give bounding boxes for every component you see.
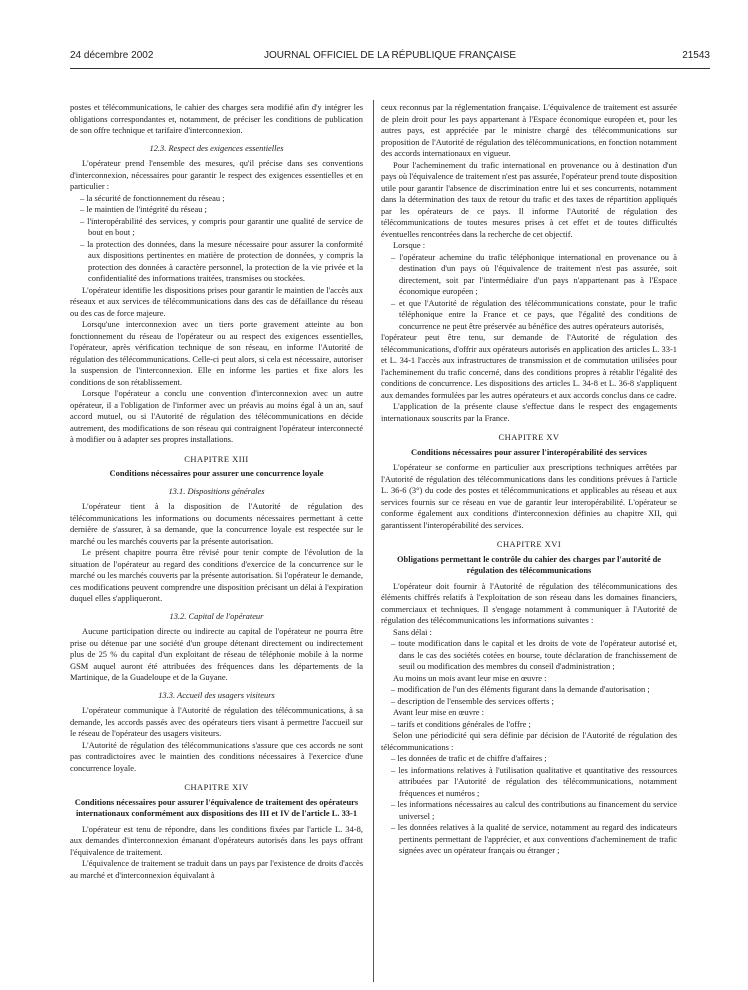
column-divider [373, 100, 374, 982]
list-item: – toute modification dans le capital et les droits de vote de l'opérateur autorisé et, dans le cas des sociétés cotées en bourse, toute déclaration de franchissement de seuil ou modification des membres du conseil d'administration ; [391, 638, 677, 671]
paragraph: L'opérateur identifie les dispositions prises pour garantir le maintien de l'accès aux réseaux et aux services de télécommunications dans des cas de défaillance du réseau ou des cas de force majeure. [70, 284, 363, 318]
chapter-title-16: Obligations permettant le contrôle du cahier des charges par l'autorité de régulation des télécommunications [396, 553, 662, 575]
paragraph: L'application de la présente clause s'effectue dans le respect des engagements internationaux souscrits par la France. [381, 401, 677, 423]
chapter-title-14: Conditions nécessaires pour assurer l'équivalence de traitement des opérateurs internationaux conformément aux dispositions des III et IV de l'article L. 33-1 [74, 796, 359, 818]
list-item: – modification de l'un des éléments figurant dans la demande d'autorisation ; [391, 684, 650, 694]
section-heading-13-2: 13.2. Capital de l'opérateur [169, 610, 264, 621]
paragraph: L'opérateur doit fournir à l'Autorité de régulation des télécommunications des éléments chiffrés relatifs à l'exploitation de son réseau dans les domaines financiers, commerciaux et techniques. Il s'engage notamment à communiquer à l'Autorité de régulation des télécommunications les informations suivantes : [381, 580, 677, 625]
list-item: – description de l'ensemble des services offerts ; [391, 695, 554, 706]
paragraph: Lorsqu'une interconnexion avec un tiers porte gravement atteinte au bon fonctionnement du réseau de l'opérateur ou au respect des exigences essentielles, l'opérateur, après vérification technique de son réseau, en informe l'Autorité de régulation des télécommunications. Celle-ci peut alors, si cela est nécessaire, autoriser la suspension de l'interconnexion. Elle en informe les parties et fixe alors les conditions de son rétablissement. [70, 319, 363, 387]
paragraph: L'équivalence de traitement se traduit dans un pays par l'existence de droits d'accès au marché et d'interconnexion équivalant à [70, 858, 363, 880]
chapter-title-13: Conditions nécessaires pour assurer une concurrence loyale [109, 468, 324, 478]
section-heading-12-3: 12.3. Respect des exigences essentielles [149, 142, 284, 153]
list-item: – les informations nécessaires au calcul des contributions au financement du service universel ; [391, 799, 677, 821]
header-date: 24 décembre 2002 [70, 50, 154, 61]
paragraph: l'opérateur peut être tenu, sur demande de l'Autorité de régulation des télécommunications, d'offrir aux opérateurs autorisés en application des articles L. 33-1 et L. 34-1 l'accès aux infrastructures de transmission et de commutation utilisées pour l'acheminement du trafic concerné, dans des conditions propres à rétablir l'égalité des conditions de concurrence. Les dispositions des articles L. 34-8 et L. 36-8 s'appliquent aux demandes formulées par les autres opérateurs et aux accords conclus dans ce cadre. [381, 332, 677, 400]
paragraph: Avant leur mise en œuvre : [393, 707, 484, 717]
chapter-heading-14: CHAPITRE XIV [184, 782, 249, 792]
list-item: – la protection des données, dans la mesure nécessaire pour assurer la conformité aux dispositions pertinentes en matière de protection de données, y compris la protection des données à caractère personnel, la protection de la vie privée et la confidentialité des informations traitées, transmises ou stockées. [80, 238, 363, 283]
list-item: – la sécurité de fonctionnement du réseau ; [80, 192, 225, 203]
paragraph: Le présent chapitre pourra être révisé pour tenir compte de l'évolution de la situation de l'opérateur au regard des conditions d'exercice de la concurrence sur le marché ou les marchés couverts par la présente autorisation. Si l'opérateur le demande, ces modifications peuvent comprendre une disposition précisant un délai à l'expiration duquel elles s'appliqueront. [70, 547, 363, 603]
paragraph: Lorsque : [393, 240, 426, 250]
list-item: – tarifs et conditions générales de l'offre ; [391, 718, 531, 729]
header-title: JOURNAL OFFICIEL DE LA RÉPUBLIQUE FRANÇAISE [263, 50, 517, 61]
paragraph: L'opérateur communique à l'Autorité de régulation des télécommunications, à sa demande, les accords passés avec des opérateurs tiers visant à permettre l'accueil sur le réseau de l'opérateur des usagers visiteurs. [70, 705, 363, 738]
page-header [70, 50, 710, 66]
section-heading-13-3: 13.3. Accueil des usagers visiteurs [158, 689, 275, 700]
chapter-heading-16: CHAPITRE XVI [496, 539, 562, 549]
paragraph: L'opérateur est tenu de répondre, dans les conditions fixées par l'article L. 34-8, aux demandes d'interconnexion émanant d'opérateurs autorisés dans les pays offrant l'équivalence de traitement. [70, 823, 363, 857]
paragraph: Sans délai : [393, 626, 432, 637]
list-item: – l'interopérabilité des services, y compris pour garantir une qualité de service de bout en bout ; [80, 215, 363, 237]
list-item: – et que l'Autorité de régulation des télécommunications constate, pour le trafic téléphonique entre la France et ce pays, que l'égalité des conditions de concurrence ne peut être préservée au bénéfice des autres opérateurs autorisés, [391, 297, 677, 331]
paragraph: Selon une périodicité qui sera définie par décision de l'Autorité de régulation des télécommunications : [381, 730, 677, 752]
chapter-heading-15: CHAPITRE XV [498, 432, 560, 442]
list-item: – les données de trafic et de chiffre d'affaires ; [391, 753, 547, 763]
right-column [381, 102, 677, 857]
list-item: – les informations relatives à l'utilisation qualitative et quantitative des ressources attribuées par l'Autorité de régulation des télécommunications, notamment fréquences et numéros ; [391, 764, 677, 798]
list-item: – le maintien de l'intégrité du réseau ; [80, 204, 207, 214]
paragraph: postes et télécommunications, le cahier des charges sera modifié afin d'y intégrer les obligations correspondantes et, notamment, de préciser les conditions de publication de son offre technique et tarifaire d'interconnexion. [70, 102, 363, 135]
paragraph: ceux reconnus par la réglementation française. L'équivalence de traitement est assurée de plein droit pour les pays appartenant à l'Espace économique européen et, pour les autres pays, est appréciée par le ministre chargé des télécommunications sur proposition de l'Autorité de régulation des télécommunications, en fonction notamment des accords internationaux en vigueur. [381, 102, 677, 158]
left-column [70, 102, 363, 881]
header-rule [70, 68, 710, 69]
list-item: – les données relatives à la qualité de service, notamment au regard des indicateurs pertinents permettant de l'apprécier, et aux conventions d'acheminement de trafic signées avec un opérateur français ou étranger ; [391, 822, 677, 855]
paragraph: Pour l'acheminement du trafic international en provenance ou à destination d'un pays où l'équivalence de traitement n'est pas assurée, l'opérateur prend toute disposition utile pour garantir l'absence de discrimination entre lui et ses concurrents, notamment dans la détermination des taux de retour du trafic et des taxes de répartition appliqués par les opérateurs de ce pays. Il informe l'Autorité de régulation des télécommunications de toutes mesures prises à cet effet et de toutes difficultés éventuelles rencontrées dans la recherche de cet objectif. [381, 159, 677, 239]
section-heading-13-1: 13.1. Dispositions générales [168, 485, 265, 496]
chapter-title-15: Conditions nécessaires pour assurer l'interopérabilité des services [411, 446, 647, 457]
paragraph: Au moins un mois avant leur mise en œuvre : [393, 672, 547, 683]
paragraph: L'opérateur prend l'ensemble des mesures, qu'il précise dans ses conventions d'interconnexion, nécessaires pour garantir le respect des exigences essentielles et en particulier : [70, 158, 363, 191]
chapter-heading-13: CHAPITRE XIII [184, 453, 249, 464]
list-item: – l'opérateur achemine du trafic téléphonique international en provenance ou à destination d'un pays où l'équivalence de traitement n'est pas assurée, soit directement, soit par l'intermédiaire d'un pays n'appartenant pas à l'Espace économique européen ; [391, 251, 677, 296]
paragraph: L'opérateur tient à la disposition de l'Autorité de régulation des télécommunications les informations ou documents nécessaires permettant à cette dernière de s'assurer, à sa demande, que la concurrence loyale est respectée sur le marché ou les marchés couverts par la présente autorisation. [70, 501, 363, 546]
paragraph: Aucune participation directe ou indirecte au capital de l'opérateur ne pourra être prise ou détenue par une société d'un groupe détenant directement ou indirectement plus de 25 % du capital d'un exploitant de réseau de téléphonie mobile à la norme GSM auquel auront été attribuées des fréquences dans les départements de la Martinique, de la Guadeloupe et de la Guyane. [70, 626, 363, 682]
paragraph: L'opérateur se conforme en particulier aux prescriptions techniques arrêtées par l'Autorité de régulation des télécommunications dans les conditions prévues à l'article L. 36-6 (3°) du code des postes et télécommunications et applicables au réseau et aux services fournis sur ce réseau en vue de garantir leur interopérabilité. L'opérateur se conforme également aux conditions d'interconnexion définies au chapitre XII, qui garantissent l'interopérabilité des services. [381, 462, 677, 530]
paragraph: L'Autorité de régulation des télécommunications s'assure que ces accords ne sont pas contradictoires avec le maintien des conditions nécessaires à l'exercice d'une concurrence loyale. [70, 739, 363, 773]
paragraph: Lorsque l'opérateur a conclu une convention d'interconnexion avec un autre opérateur, il a l'obligation de l'informer avec un préavis au moins égal à un an, sauf accord mutuel, ou si l'Autorité de régulation des télécommunications en décide autrement, des modifications de son réseau qui contraignent l'opérateur interconnecté à modifier ou à adapter ses propres installations. [70, 388, 363, 444]
header-page-number: 21543 [682, 50, 710, 61]
